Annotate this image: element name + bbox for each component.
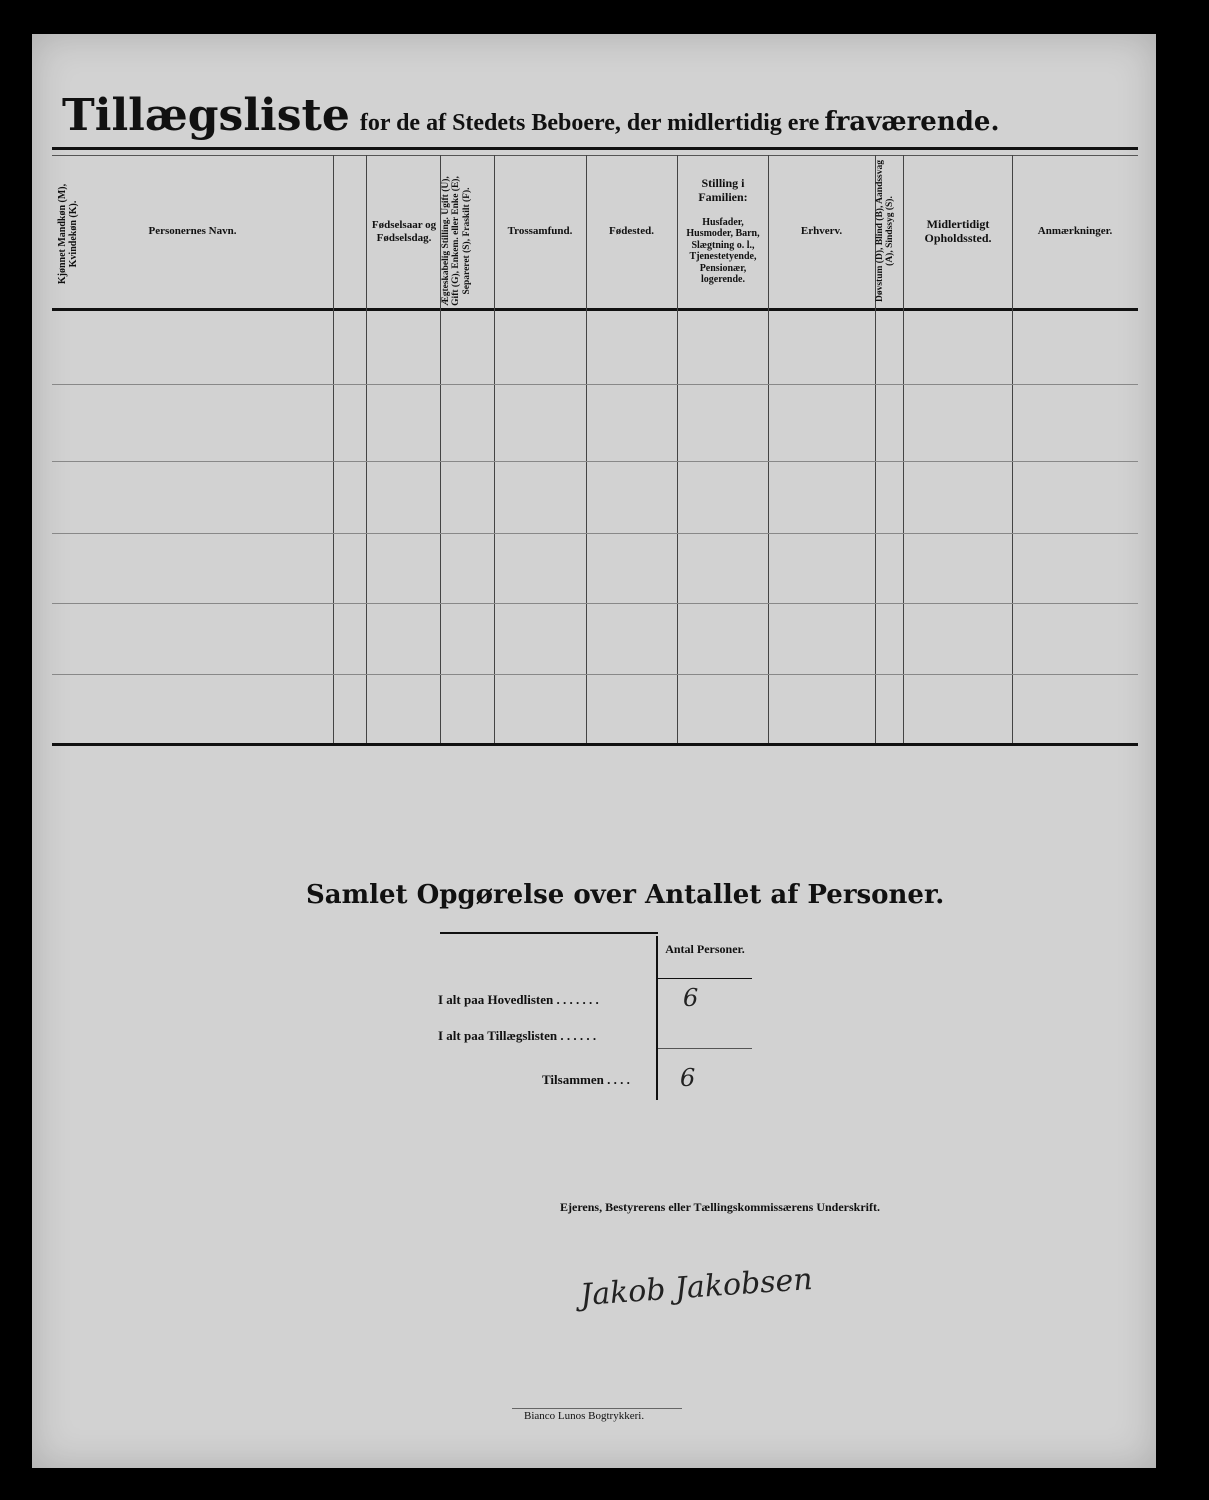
col-divider (366, 155, 367, 743)
form-title-emphasis: fraværende. (824, 107, 1000, 137)
printer-imprint: Bianco Lunos Bogtrykkeri. (524, 1410, 645, 1422)
header-marital: Ægteskabelig Stilling. Ugift (U), Gift (G), Enkem. eller Enke (E), Separeret (S), Fraskilt (F). (441, 176, 472, 306)
form-title-rest: for de af Stedets Beboere, der midlertidig ere (359, 110, 820, 136)
table-bottom-rule (52, 743, 1138, 746)
summary-value-main: 6 (683, 984, 699, 1012)
header-birth: Fødselsaar og Fødselsdag. (371, 218, 437, 244)
table-row-line (52, 674, 1138, 675)
header-remarks: Anmærkninger. (1037, 225, 1113, 238)
summary-column-header: Antal Personer. (665, 942, 745, 956)
table-row-line (52, 533, 1138, 534)
printer-rule (512, 1408, 682, 1409)
census-table (52, 147, 1138, 747)
header-family-title: Stilling i Familien: (698, 176, 748, 204)
form-title (62, 90, 1139, 141)
col-divider (677, 155, 678, 743)
summary-divider (656, 936, 658, 1100)
header-temp-residence: Midlertidigt Opholdssted. (924, 216, 992, 245)
summary-col-rule (658, 978, 752, 979)
table-row-line (52, 603, 1138, 604)
header-occupation: Erhverv. (800, 225, 843, 238)
header-name: Personernes Navn. (148, 225, 237, 238)
header-gender: Kjønnet Mandkøn (M), Kvindekøn (K). (57, 183, 79, 285)
summary-row-supplement: I alt paa Tillægslisten . . . . . . (438, 1028, 597, 1043)
summary-value-total: 6 (680, 1064, 696, 1092)
header-birthplace: Fødested. (609, 225, 654, 238)
summary-row-main: I alt paa Hovedlisten . . . . . . . (438, 992, 599, 1007)
table-row-line (52, 384, 1138, 385)
header-religion: Trossamfund. (507, 225, 573, 238)
table-row-line (52, 461, 1138, 462)
header-family-detail: Husfader, Husmoder, Barn, Slægtning o. l., Tjenestetyende, Pensionær, logerende. (686, 216, 760, 285)
header-disability: Døvstum (D), Blind (B), Aandssvag (A), Sindssyg (S). (875, 160, 896, 302)
summary-row-total: Tilsammen . . . . (542, 1072, 630, 1087)
col-divider (333, 155, 334, 743)
signature-caption: Ejerens, Bestyrerens eller Tællingskommissærens Underskrift. (560, 1200, 880, 1214)
table-header-rule (52, 308, 1138, 311)
summary-subtotal-rule (658, 1048, 752, 1049)
signature: Jakob Jakobsen (579, 1261, 814, 1314)
table-top-rule (52, 147, 1138, 150)
summary-title: Samlet Opgørelse over Antallet af Personer. (306, 880, 945, 910)
form-title-main: Tillægsliste (62, 90, 350, 141)
summary-top-rule (440, 932, 658, 934)
